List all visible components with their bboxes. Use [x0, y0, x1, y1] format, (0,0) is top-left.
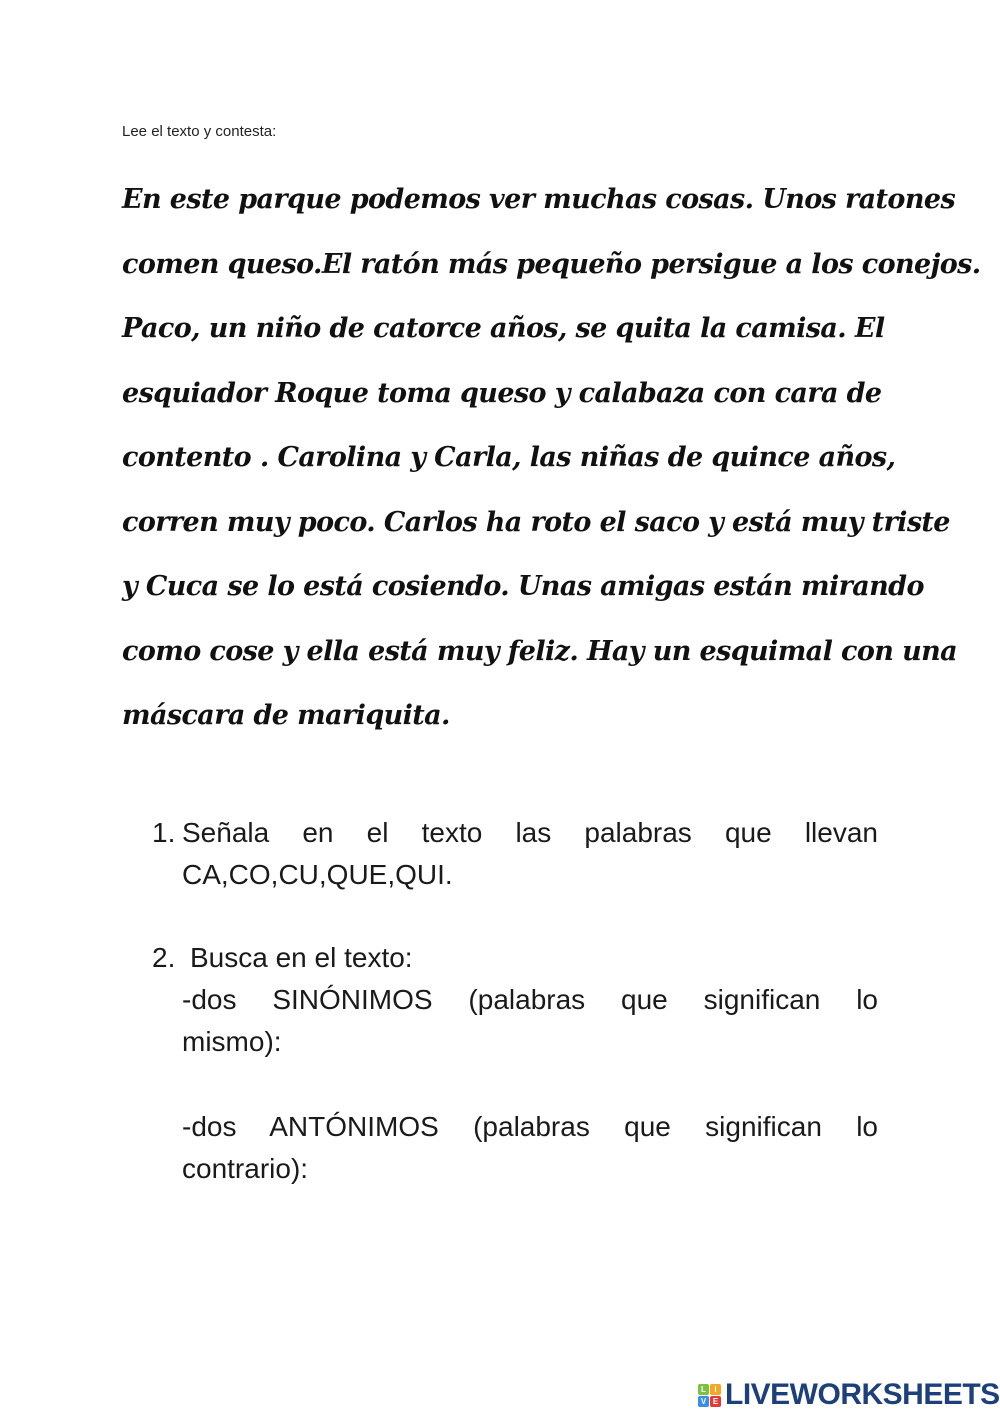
- question-number: 2.: [152, 942, 176, 973]
- story-line: contento . Carolina y Carla, las niñas de quince años,: [122, 442, 896, 473]
- question-text: CA,CO,CU,QUE,QUI.: [182, 859, 453, 890]
- story-line: corren muy poco. Carlos ha roto el saco y está muy triste: [122, 506, 950, 538]
- synonyms-prompt: -dos SINÓNIMOS (palabras que significan lo: [182, 984, 878, 1015]
- question-2: [152, 937, 878, 1190]
- instruction-text: Lee el texto y contesta:: [122, 123, 277, 140]
- story-text: [122, 178, 981, 759]
- question-title: Busca en el texto:: [190, 942, 413, 973]
- logo-text: LIVEWORKSHEETS: [725, 1378, 1000, 1411]
- question-number: 1.: [152, 817, 176, 848]
- story-line: En este parque podemos ver muchas cosas. Unos ratones: [122, 184, 956, 215]
- antonyms-prompt: contrario):: [182, 1153, 309, 1184]
- antonyms-prompt: -dos ANTÓNIMOS (palabras que significan lo: [182, 1111, 878, 1142]
- story-line: como cose y ella está muy feliz. Hay un esquimal con una: [122, 635, 958, 667]
- synonyms-prompt: mismo):: [182, 1026, 282, 1057]
- story-line: y Cuca se lo está cosiendo. Unas amigas están mirando: [122, 571, 924, 602]
- story-line: esquiador Roque toma queso y calabaza con cara de: [122, 377, 882, 409]
- liveworksheets-logo: [698, 1378, 1000, 1412]
- story-line: máscara de mariquita.: [122, 700, 450, 731]
- question-1: [152, 812, 878, 896]
- question-text: Señala en el texto las palabras que llevan: [182, 817, 878, 848]
- story-line: Paco, un niño de catorce años, se quita la camisa. El: [122, 313, 885, 344]
- story-line: comen queso.El ratón más pequeño persigue a los conejos.: [122, 248, 981, 280]
- logo-blocks-icon: L I V E: [698, 1384, 721, 1407]
